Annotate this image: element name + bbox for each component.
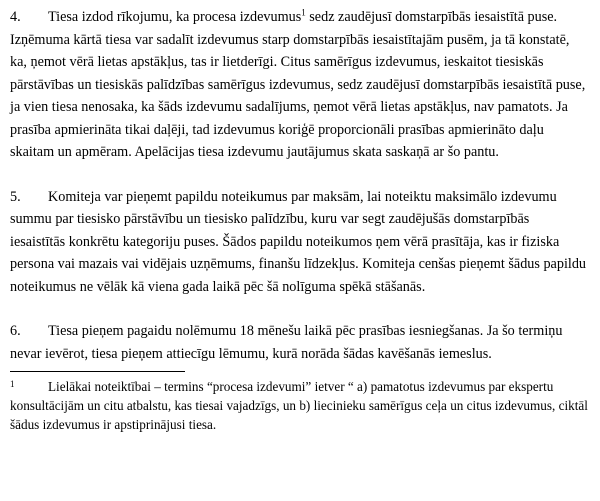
paragraph-4 xyxy=(10,6,588,164)
footnote-mark: 1 xyxy=(10,379,15,389)
paragraph-number: 4. xyxy=(10,9,21,25)
document-page xyxy=(10,6,588,434)
footnote-separator xyxy=(10,371,185,372)
paragraph-number: 6. xyxy=(10,323,21,339)
footnote-reference: 1 xyxy=(301,7,306,18)
paragraph-5 xyxy=(10,186,588,299)
paragraph-number: 5. xyxy=(10,188,21,205)
paragraph-text: Tiesa pieņem pagaidu nolēmumu 18 mēnešu laikā pēc prasības iesniegšanas. Ja šo termiņu nevar ievērot, tiesa pieņem attiecīgu lēmumu, kurā norāda šādas kavēšanās iemeslus. xyxy=(10,323,563,362)
footnote xyxy=(10,377,588,434)
paragraph-6 xyxy=(10,320,588,365)
paragraph-text-start: Tiesa izdod rīkojumu, ka procesa izdevumus xyxy=(48,9,302,25)
paragraph-text-rest: sedz zaudējusī domstarpībās iesaistītā puse. Izņēmuma kārtā tiesa var sadalīt izdevumus starp domstarpībās iesaistītajām pusēm, ja tā konstatē, ka, ņemot vērā lietas apstākļus, tas ir lietderīgi. Citus samērīgus izdevumus, ieskaitot tiesiskās pārstāvības un tiesiskās palīdzības samērīgus izdevumus, sedz zaudējusī domstarpībās iesaistītā puse, ja vien tiesa nenosaka, ka šāds izdevumu sadalījums, ņemot vērā lietas apstākļus, nav pamatots. Ja prasība apmierināta tikai daļēji, tad izdevumus koriģē proporcionāli prasības apmierināto daļu skaitam un apmēram. Apelācijas tiesa izdevumu jautājumus skata saskaņā ar šo pantu. xyxy=(10,9,586,160)
paragraph-text: Komiteja var pieņemt papildu noteikumus par maksām, lai noteiktu maksimālo izdevumu summu par tiesisko pārstāvību un tiesisko palīdzību, kuru var segt zaudējušās domstarpībās iesaistītās konkrētu kategoriju puses. Šādos papildu noteikumos ņem vērā prasītāja, kas ir fiziska persona vai mazais vai vidējais uzņēmums, finanšu līdzekļus. Komiteja cenšas pieņemt šādus papildu noteikumus ne vēlāk kā viena gada laikā pēc šā nolīguma spēkā stāšanās. xyxy=(10,188,587,295)
footnote-text: Lielākai noteiktībai – termins “procesa izdevumi” ietver “ a) pamatotus izdevumus par ekspertu konsultācijām un citu atbalstu, kas tiesai vajadzīgs, un b) liecinieku samērīgus ceļa un citus izdevumus, ciktāl šādus izdevumus ir apstiprinājusi tiesa. xyxy=(10,379,588,432)
